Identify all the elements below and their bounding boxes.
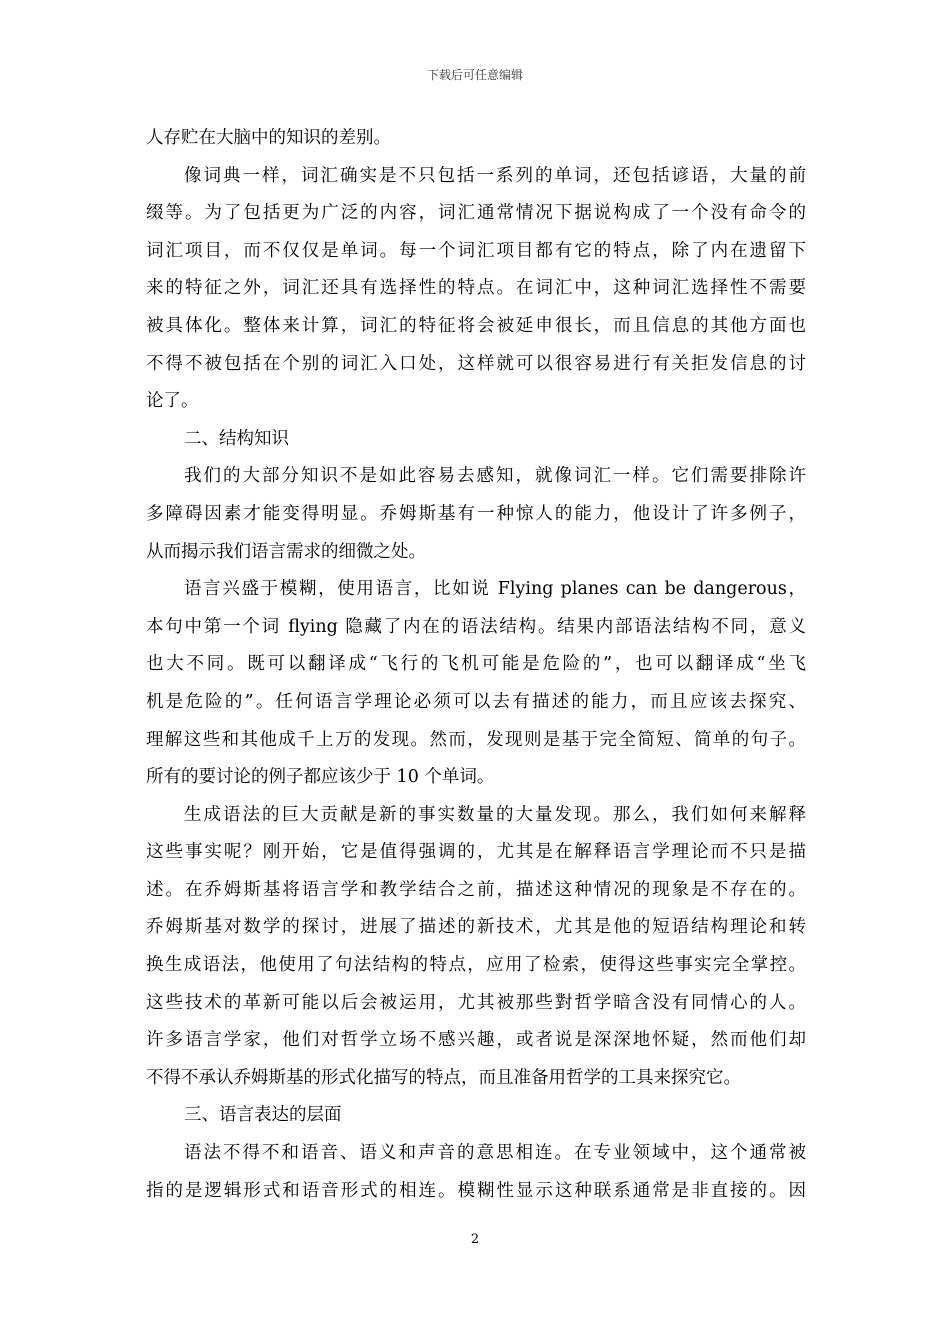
paragraph-line: 乔姆斯基对数学的探讨，进展了描述的新技术，尤其是他的短语结构理论和转 (146, 917, 806, 938)
section-heading: 三、语言表达的层面 (184, 1105, 342, 1126)
paragraph-line: 语言兴盛于模糊，使用语言，比如说 Flying planes can be dangerous， (184, 579, 806, 600)
paragraph-line: 多障碍因素才能变得明显。乔姆斯基有一种惊人的能力，他设计了许多例子， (146, 503, 806, 524)
section-heading: 二、结构知识 (184, 428, 289, 449)
document-body (146, 120, 806, 1210)
paragraph-line: 也大不同。既可以翻译成“飞行的飞机可能是危险的”，也可以翻译成“坐飞 (146, 654, 806, 675)
paragraph-line: 我们的大部分知识不是如此容易去感知，就像词汇一样。它们需要排除许 (184, 466, 806, 487)
paragraph-line: 机是危险的”。任何语言学理论必须可以去有描述的能力，而且应该去探究、 (146, 691, 806, 712)
paragraph-line: 不得不被包括在个别的词汇入口处，这样就可以很容易进行有关拒发信息的讨 (146, 353, 806, 374)
paragraph-line: 不得不承认乔姆斯基的形式化描写的特点，而且准备用哲学的工具来探究它。 (146, 1067, 741, 1088)
page-header: 下载后可任意编辑 (426, 68, 523, 82)
paragraph-line: 理解这些和其他成千上万的发现。然而，发现则是基于完全简短、简单的句子。 (146, 729, 806, 750)
paragraph-line: 人存贮在大脑中的知识的差别。 (146, 128, 391, 148)
paragraph-line: 缀等。为了包括更为广泛的内容，词汇通常情况下据说构成了一个没有命令的 (146, 203, 806, 224)
paragraph-line: 从而揭示我们语言需求的细微之处。 (146, 541, 426, 562)
paragraph-line: 像词典一样，词汇确实是不只包括一系列的单词，还包括谚语，大量的前 (184, 165, 806, 186)
paragraph-line: 语法不得不和语音、语义和声音的意思相连。在专业领域中，这个通常被 (184, 1143, 806, 1164)
paragraph-line: 词汇项目，而不仅仅是单词。每一个词汇项目都有它的特点，除了内在遗留下 (146, 240, 806, 261)
paragraph-line: 述。在乔姆斯基将语言学和教学结合之前，描述这种情况的现象是不存在的。 (146, 879, 806, 900)
paragraph-line: 来的特征之外，词汇还具有选择性的特点。在词汇中，这种词汇选择性不需要 (146, 278, 806, 299)
paragraph-line: 所有的要讨论的例子都应该少于 10 个单词。 (146, 767, 495, 788)
page-number: 2 (470, 1232, 480, 1247)
paragraph-line: 换生成语法，他使用了句法结构的特点，应用了检索，使得这些事实完全掌控。 (146, 955, 806, 976)
paragraph-line: 这些技术的革新可能以后会被运用，尤其被那些對哲学暗含没有同情心的人。 (146, 992, 806, 1013)
paragraph-line: 被具体化。整体来计算，词汇的特征将会被延申很长，而且信息的其他方面也 (146, 315, 806, 336)
paragraph-line: 指的是逻辑形式和语音形式的相连。模糊性显示这种联系通常是非直接的。因 (146, 1180, 806, 1201)
paragraph-line: 许多语言学家，他们对哲学立场不感兴趣，或者说是深深地怀疑，然而他们却 (146, 1030, 806, 1051)
paragraph-line: 本句中第一个词 flying 隐藏了内在的语法结构。结果内部语法结构不同，意义 (146, 616, 806, 637)
paragraph-line: 这些事实呢？刚开始，它是值得强调的，尤其是在解释语言学理论而不只是描 (146, 842, 806, 863)
paragraph-line: 生成语法的巨大贡献是新的事实数量的大量发现。那么，我们如何来解释 (184, 804, 806, 825)
paragraph-line: 论了。 (146, 391, 199, 412)
